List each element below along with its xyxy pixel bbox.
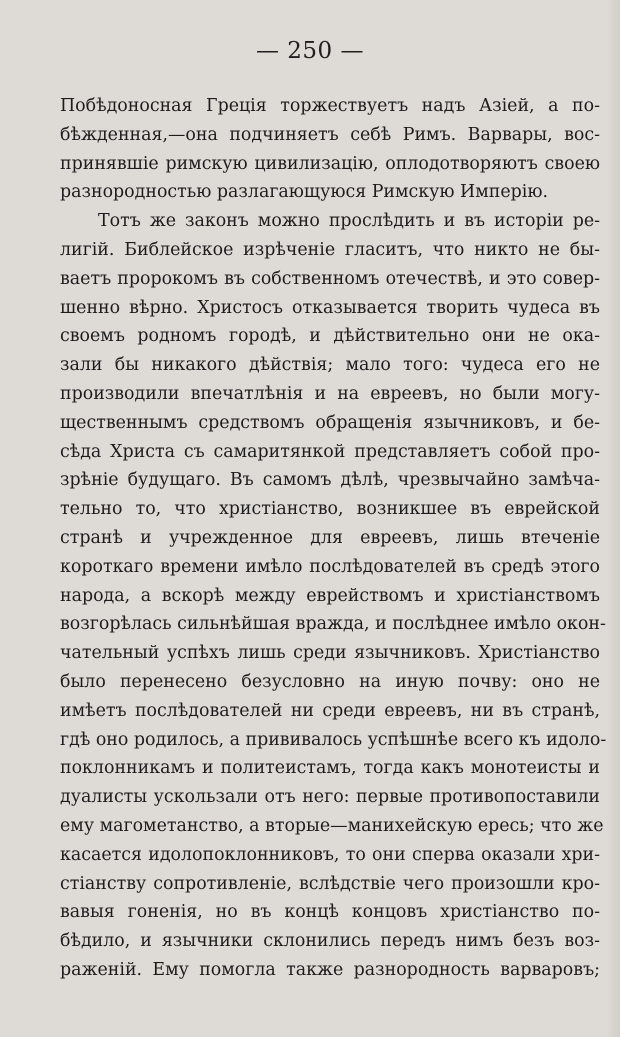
text-line: стіанству сопротивленіе, вслѣдствіе чего произошли кро- [60, 873, 600, 894]
text-line: раженій. Ему помогла также разнородность варваровъ; [60, 959, 600, 980]
text-line: народа, а вскорѣ между еврействомъ и христіанствомъ [60, 585, 600, 606]
text-line: возгорѣлась сильнѣйшая вражда, и послѣднее имѣло окон- [60, 614, 606, 635]
page-edge-shadow [606, 0, 620, 1037]
text-line: зали бы никакого дѣйствія; мало того: чудеса его не [60, 355, 600, 376]
text-line: шенно вѣрно. Христосъ отказывается творить чудеса въ [60, 297, 600, 318]
paragraph-start-line: Тотъ же законъ можно прослѣдить и въ исторіи ре- [98, 211, 600, 232]
text-line: короткаго времени имѣло послѣдователей въ средѣ этого [60, 556, 600, 577]
text-line: щественнымъ средствомъ обращенія язычниковъ, и бе- [60, 412, 600, 433]
text-line: бѣжденная,—она подчиняетъ себѣ Римъ. Варвары, вос- [60, 124, 600, 145]
text-line: бѣдило, и язычники склонились передъ нимъ безъ воз- [60, 931, 600, 952]
text-line: своемъ родномъ городѣ, и дѣйствительно они не ока- [60, 326, 600, 347]
text-line: Побѣдоносная Греція торжествуетъ надъ Азіей, а по- [60, 96, 600, 116]
text-line: чательный успѣхъ лишь среди язычниковъ. Христіанство [60, 643, 600, 664]
paragraph-end-line: разнородностью разлагающуюся Римскую Имперію. [60, 182, 548, 203]
text-line: принявшіе римскую цивилизацію, оплодотворяютъ своею [60, 153, 600, 174]
text-line: вавыя гоненія, но въ концѣ концовъ христіанство по- [60, 902, 600, 923]
text-line: ваетъ пророкомъ въ собственномъ отечествѣ, и это совер- [60, 268, 600, 289]
text-line: поклонникамъ и политеистамъ, тогда какъ монотеисты и [60, 758, 600, 779]
text-line: производили впечатлѣнія и на евреевъ, но были могу- [60, 383, 600, 404]
text-line: сѣда Христа съ самаритянкой представляетъ собой про- [60, 441, 600, 462]
text-line: дуалисты ускользали отъ него: первые противопоставили [60, 787, 600, 808]
text-line: было перенесено безусловно на иную почву: оно не [60, 671, 600, 692]
text-line: ему магометанство, а вторые—манихейскую ересь; что же [60, 815, 604, 836]
text-line: имѣетъ послѣдователей ни среди евреевъ, ни въ странѣ, [60, 700, 600, 721]
text-line: касается идолопоклонниковъ, то они сперва оказали хри- [60, 844, 600, 865]
text-line: лигій. Библейское изрѣченіе гласитъ, что никто не бы- [60, 239, 600, 260]
text-line: тельно то, что христіанство, возникшее въ еврейской [60, 499, 600, 520]
text-line: странѣ и учрежденное для евреевъ, лишь втеченіе [60, 527, 600, 548]
text-line: гдѣ оно родилось, а прививалось успѣшнѣе всего къ идоло- [60, 729, 607, 750]
text-line: зрѣніе будущаго. Въ самомъ дѣлѣ, чрезвычайно замѣча- [60, 470, 600, 491]
page-number: — 250 — [255, 38, 365, 64]
body-text [60, 92, 607, 985]
